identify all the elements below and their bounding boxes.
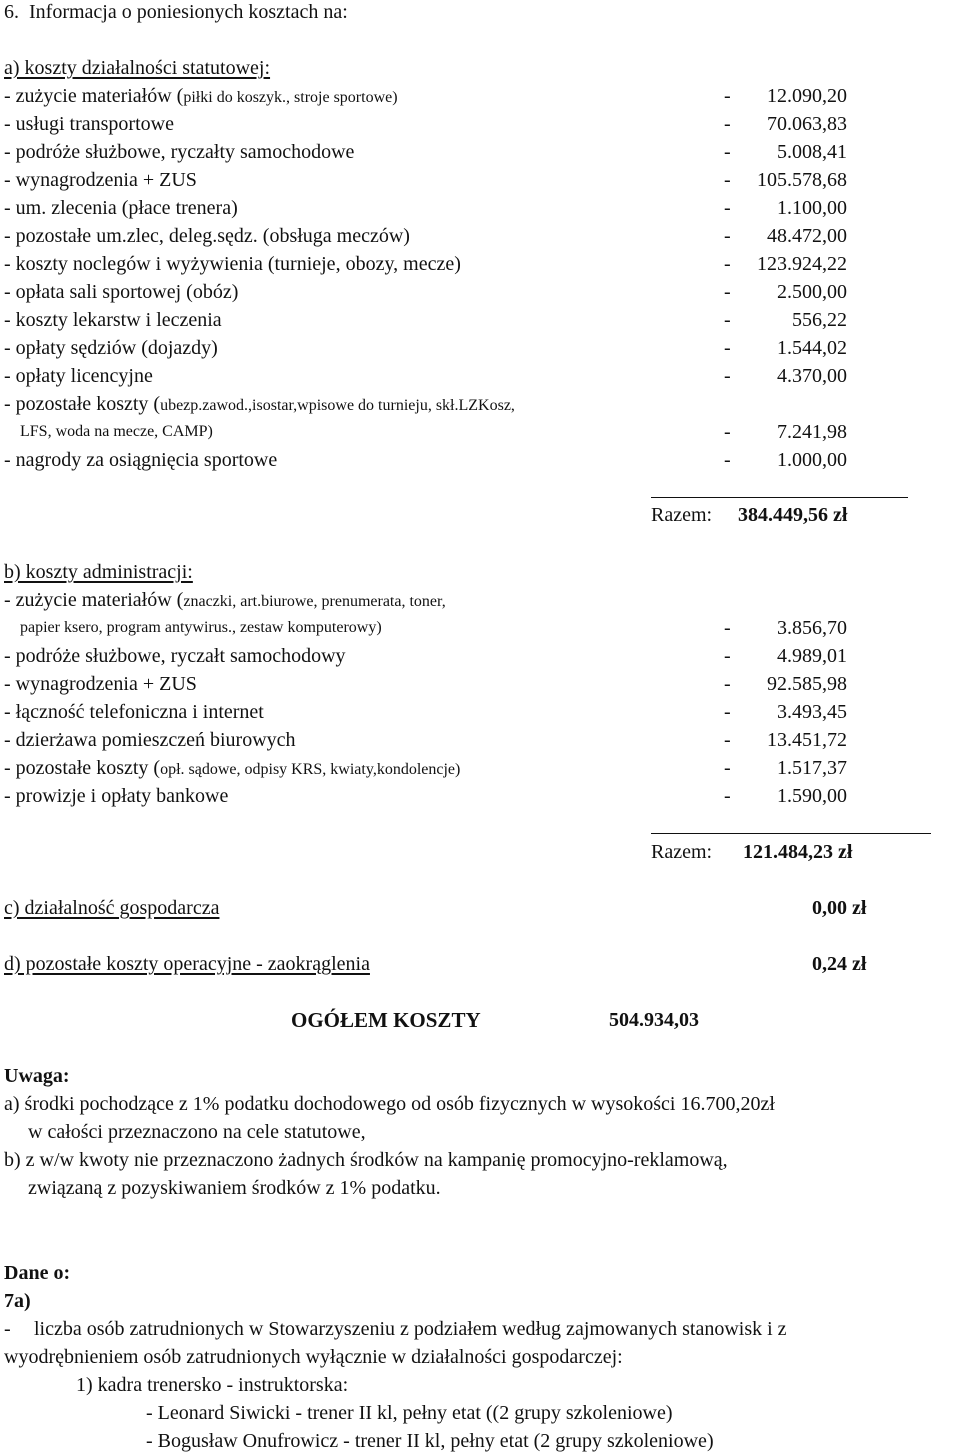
b-item-dash: -: [724, 617, 731, 639]
a-item-dash: -: [724, 337, 731, 359]
b-item-bank-fees: - prowizje i opłaty bankowe: [4, 785, 229, 807]
b-item-office-lease: - dzierżawa pomieszczeń biurowych: [4, 729, 296, 751]
b-item-dash: -: [724, 701, 731, 723]
note-line: a) środki pochodzące z 1% podatku dochodowego od osób fizycznych w wysokości 16.700,20zł: [4, 1093, 775, 1115]
data-subheading: 7a): [4, 1290, 31, 1312]
b-item-value: 1.590,00: [777, 785, 847, 807]
a-item-value: 556,22: [792, 309, 847, 331]
a-item-awards: - nagrody za osiągnięcia sportowe: [4, 449, 278, 471]
a-item-value: 7.241,98: [777, 421, 847, 443]
heading-b: b) koszty administracji:: [4, 561, 193, 583]
a-item-dash: -: [724, 309, 731, 331]
heading-d: d) pozostałe koszty operacyjne - zaokrąglenia: [4, 953, 370, 975]
b-item-value: 1.517,37: [777, 757, 847, 779]
section-number: 6.: [4, 1, 19, 23]
a-item-referees: - opłaty sędziów (dojazdy): [4, 337, 218, 359]
data-line: liczba osób zatrudnionych w Stowarzyszeniu z podziałem według zajmowanych stanowisk i z: [34, 1318, 787, 1340]
section-title: [4, 0, 348, 24]
a-item-dash: -: [724, 225, 731, 247]
b-item-value: 4.989,01: [777, 645, 847, 667]
b-item-dash: -: [724, 729, 731, 751]
data-heading: Dane o:: [4, 1262, 71, 1284]
data-person: - Leonard Siwicki - trener II kl, pełny etat ((2 grupy szkoleniowe): [146, 1402, 673, 1424]
a-item-salaries: - wynagrodzenia + ZUS: [4, 169, 197, 191]
a-item-travel: - podróże służbowe, ryczałty samochodowe: [4, 141, 355, 163]
c-value: 0,00 zł: [812, 897, 867, 919]
a-item-dash: -: [724, 421, 731, 443]
b-item-dash: -: [724, 645, 731, 667]
a-item-transport: - usługi transportowe: [4, 113, 174, 135]
b-item-dash: -: [724, 785, 731, 807]
note-line: b) z w/w kwoty nie przeznaczono żadnych środków na kampanię promocyjno-reklamową,: [4, 1149, 728, 1171]
a-item-dash: -: [724, 253, 731, 275]
a-item-value: 70.063,83: [767, 113, 847, 135]
a-item-value: 12.090,20: [767, 85, 847, 107]
b-total-rule: [651, 833, 931, 834]
a-item-value: 48.472,00: [767, 225, 847, 247]
grand-total-label: OGÓŁEM KOSZTY: [291, 1008, 481, 1032]
a-item-gym: - opłata sali sportowej (obóz): [4, 281, 239, 303]
a-item-materials: - zużycie materiałów (piłki do koszyk., stroje sportowe): [4, 85, 398, 107]
a-item-dash: -: [724, 449, 731, 471]
b-item-materials: - zużycie materiałów (znaczki, art.biurowe, prenumerata, toner,: [4, 589, 446, 611]
b-item-travel: - podróże służbowe, ryczałt samochodowy: [4, 645, 346, 667]
b-item-value: 92.585,98: [767, 673, 847, 695]
b-item-materials-cont: papier ksero, program antywirus., zestaw komputerowy): [20, 619, 382, 636]
a-item-value: 2.500,00: [777, 281, 847, 303]
a-item-dash: -: [724, 85, 731, 107]
b-total-value: 121.484,23 zł: [743, 841, 853, 863]
b-item-value: 3.856,70: [777, 617, 847, 639]
a-item-value: 105.578,68: [757, 169, 847, 191]
a-total-label: Razem:: [651, 504, 713, 526]
note-line: w całości przeznaczono na cele statutowe,: [28, 1121, 366, 1143]
a-item-dash: -: [724, 281, 731, 303]
data-group: 1) kadra trenersko - instruktorska:: [76, 1374, 349, 1396]
b-item-telecom: - łączność telefoniczna i internet: [4, 701, 264, 723]
a-item-value: 4.370,00: [777, 365, 847, 387]
data-line-dash: -: [4, 1318, 11, 1340]
a-item-dash: -: [724, 365, 731, 387]
section-title-text: Informacja o poniesionych kosztach na:: [29, 1, 348, 23]
a-item-value: 1.544,02: [777, 337, 847, 359]
data-person: - Bogusław Onufrowicz - trener II kl, pełny etat (2 grupy szkoleniowe): [146, 1430, 714, 1452]
b-item-dash: -: [724, 673, 731, 695]
a-total-value: 384.449,56 zł: [738, 504, 848, 526]
a-item-dash: -: [724, 169, 731, 191]
a-item-other: - pozostałe koszty (ubezp.zawod.,isostar,wpisowe do turnieju, skł.LZKosz,: [4, 393, 515, 415]
b-item-value: 13.451,72: [767, 729, 847, 751]
b-item-other: - pozostałe koszty (opł. sądowe, odpisy KRS, kwiaty,kondolencje): [4, 757, 461, 779]
b-item-dash: -: [724, 757, 731, 779]
a-item-value: 1.100,00: [777, 197, 847, 219]
grand-total-value: 504.934,03: [609, 1009, 699, 1031]
a-item-dash: -: [724, 141, 731, 163]
a-item-value: 1.000,00: [777, 449, 847, 471]
heading-c: c) działalność gospodarcza: [4, 897, 220, 919]
b-total-label: Razem:: [651, 841, 713, 863]
note-heading: Uwaga:: [4, 1065, 70, 1087]
a-item-other-cont: LFS, woda na mecze, CAMP): [20, 423, 213, 440]
a-item-match-service: - pozostałe um.zlec, deleg.sędz. (obsługa meczów): [4, 225, 410, 247]
a-item-dash: -: [724, 113, 731, 135]
a-item-licences: - opłaty licencyjne: [4, 365, 153, 387]
a-item-dash: -: [724, 197, 731, 219]
a-item-lodging: - koszty noclegów i wyżywienia (turnieje, obozy, mecze): [4, 253, 461, 275]
a-item-medicine: - koszty lekarstw i leczenia: [4, 309, 222, 331]
heading-a: a) koszty działalności statutowej:: [4, 57, 271, 79]
a-item-value: 123.924,22: [757, 253, 847, 275]
note-line: związaną z pozyskiwaniem środków z 1% podatku.: [28, 1177, 441, 1199]
b-item-value: 3.493,45: [777, 701, 847, 723]
data-line: wyodrębnieniem osób zatrudnionych wyłącznie w działalności gospodarczej:: [4, 1346, 623, 1368]
b-item-salaries: - wynagrodzenia + ZUS: [4, 673, 197, 695]
a-total-rule: [651, 497, 908, 498]
a-item-value: 5.008,41: [777, 141, 847, 163]
d-value: 0,24 zł: [812, 953, 867, 975]
a-item-coach-contract: - um. zlecenia (płace trenera): [4, 197, 238, 219]
